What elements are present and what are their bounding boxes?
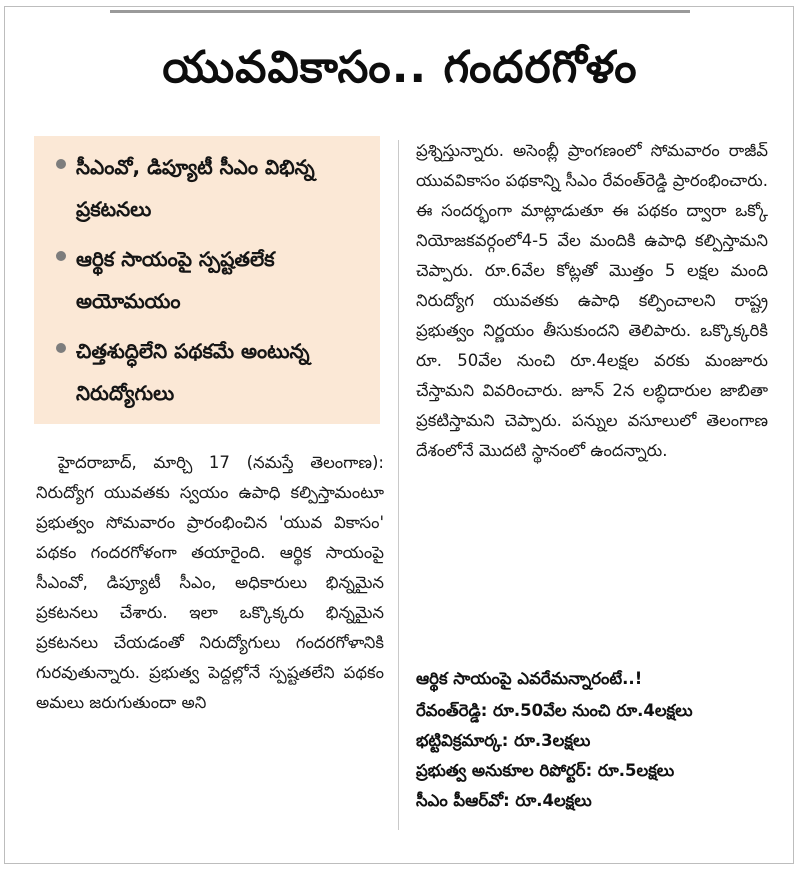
aid-list <box>416 696 776 816</box>
bullet-icon <box>56 251 66 261</box>
top-rule <box>110 10 690 13</box>
bullet-icon <box>56 343 66 353</box>
column-divider <box>398 140 399 830</box>
highlight-item <box>54 330 372 414</box>
aid-list-item: రేవంత్‌రెడ్డి: రూ.50వేల నుంచి రూ.4లక్షలు <box>416 701 693 720</box>
left-column-body: హైదరాబాద్, మార్చి 17 (నమస్తే తెలంగాణ): నిరుద్యోగ యువతకు స్వయం ఉపాధి కల్పిస్తామంటూ ప్రభుత్వం సోమవారం ప్రారంభించిన 'యువ వికాసం' పథకం గందరగోళంగా తయారైంది. ఆర్థిక సాయంపై సీఎంవో, డిప్యూటీ సీఎం, అధికారులు భిన్నమైన ప్రకటనలు చేశారు. ఇలా ఒక్కొక్కరు భిన్నమైన ప్రకటనలు చేయడంతో నిరుద్యోగులు గందరగోళానికి గురవుతున్నారు. ప్రభుత్వ పెద్దల్లోనే స్పష్టతలేని పథకం అమలు జరుగుతుందా అని <box>36 453 384 712</box>
aid-list-item: ప్రభుత్వ అనుకూల రిపోర్టర్: రూ.5లక్షలు <box>416 761 675 780</box>
highlight-item <box>54 146 372 230</box>
headline: యువవికాసం.. గందరగోళం <box>162 42 638 93</box>
highlight-text: ఆర్థిక సాయంపై స్పష్టతలేక అయోమయం <box>76 247 275 313</box>
aid-list-item: సీఎం పీఆర్‌వో: రూ.4లక్షలు <box>416 791 592 810</box>
right-column-body: ప్రశ్నిస్తున్నారు. అసెంబ్లీ ప్రాంగణంలో సోమవారం రాజీవ్ యువవికాసం పథకాన్ని సీఎం రేవంత్‌రెడ్డి ప్రారంభించారు. ఈ సందర్భంగా మాట్లాడుతూ ఈ పథకం ద్వారా ఒక్కో నియోజకవర్గంలో4-5 వేల మందికి ఉపాధి కల్పిస్తామని చెప్పారు. రూ.6వేల కోట్లతో మొత్తం 5 లక్షల మంది నిరుద్యోగ యువతకు ఉపాధి కల్పించాలని రాష్ట్ర ప్రభుత్వం నిర్ణయం తీసుకుందని తెలిపారు. ఒక్కొక్కరికి రూ. 50వేల నుంచి రూ.4లక్షల వరకు మంజూరు చేస్తామని వివరించారు. జూన్ 2న లబ్ధిదారుల జాబితా ప్రకటిస్తామని చెప్పారు. పన్నుల వసూలులో తెలంగాణ దేశంలోనే మొదటి స్థానంలో ఉందన్నారు. <box>416 141 768 460</box>
aid-list-item: భట్టివిక్రమార్క: రూ.3లక్షలు <box>416 731 591 750</box>
bullet-icon <box>56 159 66 169</box>
highlights-box <box>34 136 380 424</box>
aid-subheading: ఆర్థిక సాయంపై ఎవరేమన్నారంటే..! <box>416 669 643 688</box>
highlight-text: చిత్తశుద్ధిలేని పథకమే అంటున్న నిరుద్యోగులు <box>76 339 310 405</box>
highlight-item <box>54 238 372 322</box>
highlight-text: సీఎంవో, డిప్యూటీ సీఎం విభిన్న ప్రకటనలు <box>76 155 315 221</box>
